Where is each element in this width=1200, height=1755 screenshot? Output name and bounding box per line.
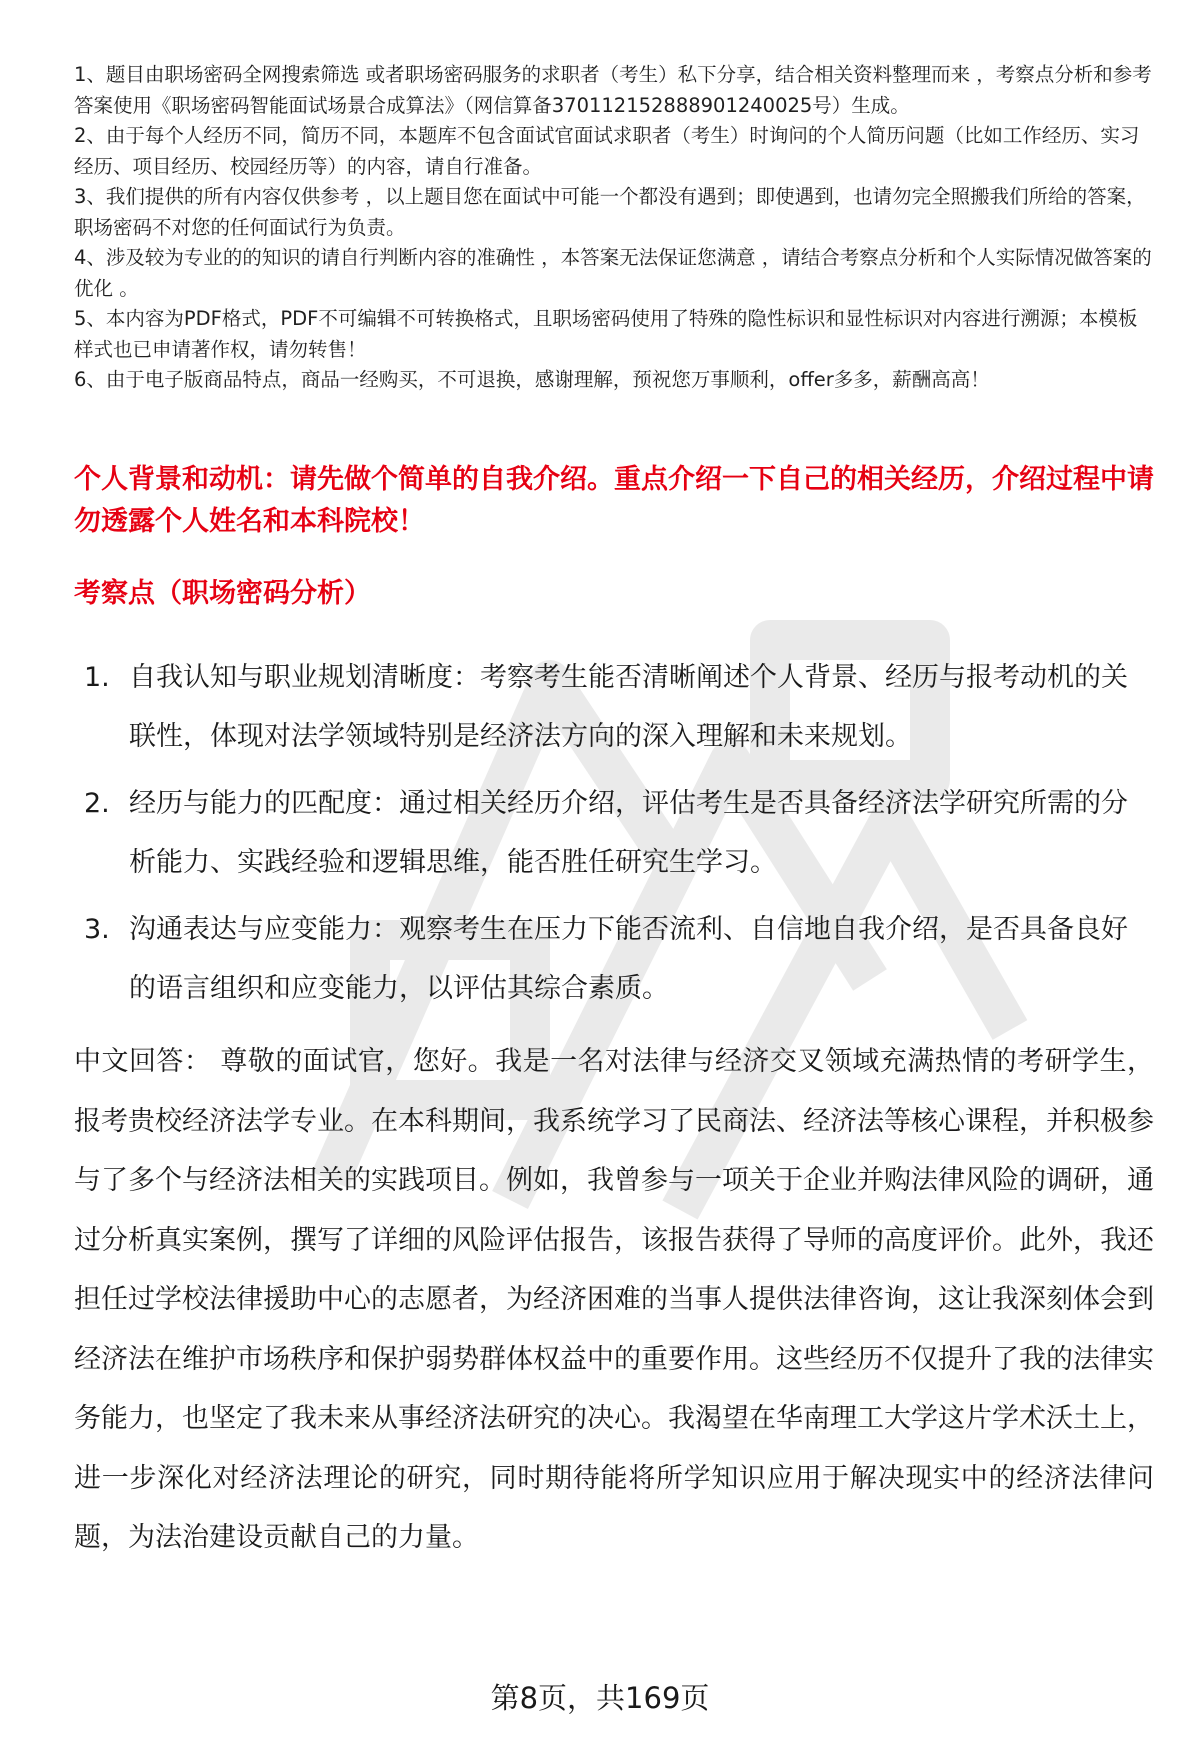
page-number: 第8页，共169页 — [490, 1681, 710, 1715]
analysis-point — [74, 648, 1154, 766]
analysis-points — [74, 648, 1154, 1026]
disclaimer-item: 6、由于电子版商品特点，商品一经购买，不可退换，感谢理解，预祝您万事顺利，offer多多，薪酬高高！ — [74, 368, 990, 391]
interview-question: 个人背景和动机：请先做个简单的自我介绍。重点介绍一下自己的相关经历，介绍过程中请勿透露个人姓名和本科院校！ — [74, 464, 1154, 537]
chinese-answer: 中文回答： 尊敬的面试官，您好。我是一名对法律与经济交叉领域充满热情的考研学生，报考贵校经济法学专业。在本科期间，我系统学习了民商法、经济法等核心课程，并积极参与了多个与经济法相关的实践项目。例如，我曾参与一项关于企业并购法律风险的调研，通过分析真实案例，撰写了详细的风险评估报告，该报告获得了导师的高度评价。此外，我还担任过学校法律援助中心的志愿者，为经济困难的当事人提供法律咨询，这让我深刻体会到经济法在维护市场秩序和保护弱势群体权益中的重要作用。这些经历不仅提升了我的法律实务能力，也坚定了我未来从事经济法研究的决心。我渴望在华南理工大学这片学术沃土上，进一步深化对经济法理论的研究，同时期待能将所学知识应用于解决现实中的经济法律问题，为法治建设贡献自己的力量。 — [74, 1046, 1154, 1553]
disclaimer-item: 2、由于每个人经历不同，简历不同，本题库不包含面试官面试求职者（考生）时询问的个人简历问题（比如工作经历、实习经历、项目经历、校园经历等）的内容，请自行准备。 — [74, 124, 1140, 178]
analysis-title: 考察点（职场密码分析） — [74, 578, 371, 609]
analysis-point — [74, 900, 1154, 1018]
point-number: 2. — [84, 788, 110, 819]
disclaimer-item: 3、我们提供的所有内容仅供参考 ，以上题目您在面试中可能一个都没有遇到；即使遇到，也请勿完全照搬我们所给的答案，职场密码不对您的任何面试行为负责。 — [74, 185, 1146, 239]
disclaimer-item: 5、本内容为PDF格式，PDF不可编辑不可转换格式，且职场密码使用了特殊的隐性标识和显性标识对内容进行溯源；本模板样式也已申请著作权，请勿转售！ — [74, 307, 1138, 361]
disclaimer-item: 1、题目由职场密码全网搜索筛选 或者职场密码服务的求职者（考生）私下分享，结合相关资料整理而来 ，考察点分析和参考答案使用《职场密码智能面试场景合成算法》（网信算备370112152888901240025号）生成。 — [74, 63, 1152, 117]
disclaimer-item: 4、涉及较为专业的的知识的请自行判断内容的准确性 ，本答案无法保证您满意 ，请结合考察点分析和个人实际情况做答案的优化 。 — [74, 246, 1152, 300]
disclaimer-list — [74, 60, 1154, 396]
point-text: 沟通表达与应变能力：观察考生在压力下能否流利、自信地自我介绍，是否具备良好的语言组织和应变能力，以评估其综合素质。 — [129, 914, 1128, 1004]
point-number: 3. — [84, 914, 110, 945]
point-text: 自我认知与职业规划清晰度：考察考生能否清晰阐述个人背景、经历与报考动机的关联性，体现对法学领域特别是经济法方向的深入理解和未来规划。 — [129, 662, 1128, 752]
point-text: 经历与能力的匹配度：通过相关经历介绍，评估考生是否具备经济法学研究所需的分析能力、实践经验和逻辑思维，能否胜任研究生学习。 — [129, 788, 1128, 878]
analysis-point — [74, 774, 1154, 892]
point-number: 1. — [84, 662, 110, 693]
